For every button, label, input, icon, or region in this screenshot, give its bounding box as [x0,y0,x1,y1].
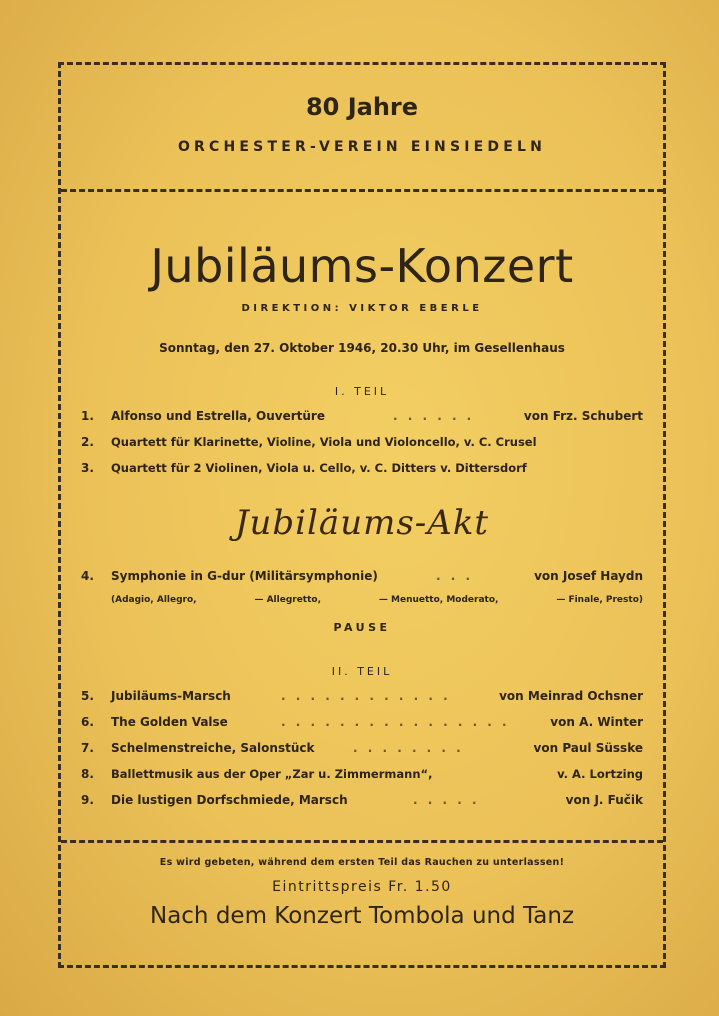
list-item [81,737,643,763]
jubilee-act-script: Jubiläums-Akt [234,503,490,543]
list-item [81,457,643,483]
item-work: The Golden Valse [111,715,228,729]
item-work: Ballettmusik aus der Oper „Zar u. Zimmermann“, [111,767,433,781]
item-composer: von Meinrad Ochsner [499,689,643,703]
program-frame [58,62,666,968]
item-composer: von J. Fučik [565,793,643,807]
list-item [81,431,643,457]
smoking-note: Es wird gebeten, während dem ersten Teil das Rauchen zu unterlassen! [159,857,565,868]
item-number: 4. [81,569,94,583]
item-work: Quartett für Klarinette, Violine, Viola und Violoncello, v. C. Crusel [111,435,537,449]
symphony-entry [81,565,643,591]
list-item [81,711,643,737]
item-number: 9. [81,793,94,807]
movement: — Allegretto, [254,595,322,605]
dot-leader: . . . . . . . . . . . . [281,689,451,703]
pause-label: PAUSE [333,621,391,634]
item-number: 6. [81,715,94,729]
program-footer [61,840,663,965]
item-composer: von A. Winter [550,715,643,729]
item-number: 1. [81,409,94,423]
item-number: 2. [81,435,94,449]
item-work: Symphonie in G-dur (Militärsymphonie) [111,569,378,583]
part2-list [81,685,643,815]
item-composer: von Paul Süsske [533,741,643,755]
movement: (Adagio, Allegro, [111,595,197,605]
list-item [81,565,643,591]
dot-leader: . . . [436,569,474,583]
item-composer: von Frz. Schubert [523,409,643,423]
item-work: Die lustigen Dorfschmiede, Marsch [111,793,348,807]
date-line: Sonntag, den 27. Oktober 1946, 20.30 Uhr, im Gesellenhaus [159,341,565,355]
part1-list [81,405,643,483]
dot-leader: . . . . . . [393,409,475,423]
anniversary-years: 80 Jahre [305,93,419,121]
item-work: Quartett für 2 Violinen, Viola u. Cello, v. C. Ditters v. Dittersdorf [111,461,527,475]
item-composer: v. A. Lortzing [557,767,643,781]
item-work: Schelmenstreiche, Salonstück [111,741,315,755]
list-item [81,405,643,431]
list-item [81,685,643,711]
direction-line: DIREKTION: VIKTOR EBERLE [241,303,483,314]
symphony-movements [111,595,643,605]
item-work: Jubiläums-Marsch [111,689,231,703]
dot-leader: . . . . . [413,793,480,807]
after-concert-note: Nach dem Konzert Tombola und Tanz [149,903,575,929]
movement: — Menuetto, Moderato, [378,595,499,605]
list-item [81,763,643,789]
organization-name: ORCHESTER-VEREIN EINSIEDELN [177,139,547,155]
part2-label: II. TEIL [331,665,393,678]
dot-leader: . . . . . . . . [353,741,464,755]
list-item [81,789,643,815]
part1-label: I. TEIL [334,385,390,398]
program-header [61,65,663,192]
item-number: 5. [81,689,94,703]
item-number: 7. [81,741,94,755]
item-work: Alfonso und Estrella, Ouvertüre [111,409,325,423]
concert-title: Jubiläums-Konzert [150,239,574,293]
ticket-price: Eintrittspreis Fr. 1.50 [272,879,452,895]
item-number: 8. [81,767,94,781]
item-composer: von Josef Haydn [534,569,643,583]
movement: — Finale, Presto) [556,595,643,605]
dot-leader: . . . . . . . . . . . . . . . . [281,715,510,729]
item-number: 3. [81,461,94,475]
